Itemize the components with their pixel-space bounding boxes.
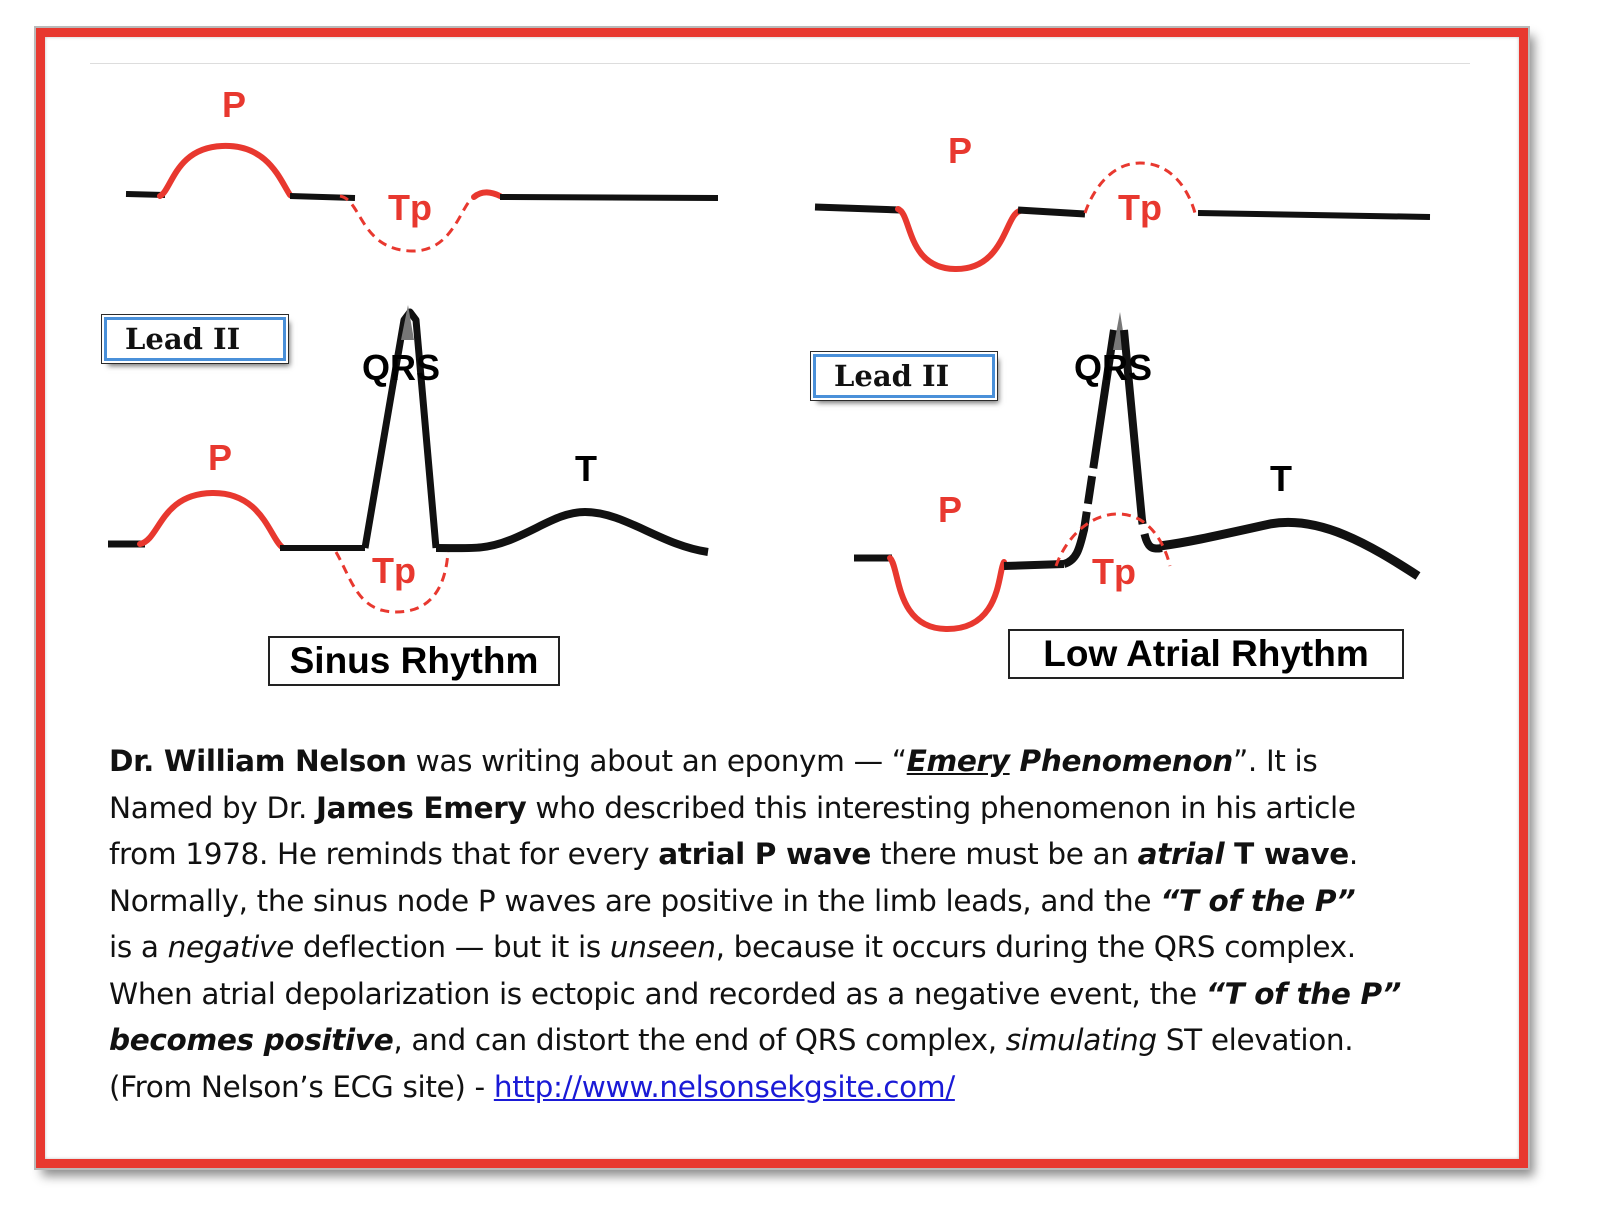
t-label: T — [1270, 458, 1292, 499]
lead-ii-label-low-atrial — [813, 354, 995, 398]
eponym-phenomenon: Phenomenon — [1009, 744, 1233, 778]
caption-line: (From Nelson’s ECG site) - http://www.nelsonsekgsite.com/ — [109, 1069, 955, 1104]
emery-name: James Emery — [316, 790, 527, 825]
low-atrial-rhythm-label — [1008, 629, 1404, 679]
caption-line: Dr. William Nelson was writing about an eponym — “Emery Phenomenon”. It is — [109, 744, 1318, 778]
p-wave-positive — [140, 493, 282, 547]
caption-line: Named by Dr. James Emery who described this interesting phenomenon in his article — [109, 790, 1356, 825]
p-wave-negative — [890, 558, 1004, 629]
author-name: Dr. William Nelson — [109, 744, 407, 778]
qrs-label: QRS — [362, 347, 441, 388]
p-label: P — [222, 84, 247, 125]
caption-line: is a negative deflection — but it is unseen, because it occurs during the QRS complex. — [109, 930, 1356, 964]
rhythm-text: Sinus Rhythm — [289, 640, 539, 681]
p-label: P — [938, 489, 963, 530]
baseline-segment — [500, 197, 718, 198]
caption-line: becomes positive, and can distort the end of QRS complex, simulating ST elevation. — [109, 1023, 1354, 1057]
baseline-segment — [1018, 210, 1085, 214]
eponym-emery: Emery — [906, 744, 1010, 778]
tp-label: Tp — [372, 550, 416, 591]
caption-paragraph — [109, 738, 1509, 1110]
sinus-rhythm-label — [268, 636, 560, 686]
baseline-segment — [815, 207, 900, 210]
caption-line: from 1978. He reminds that for every atrial P wave there must be an atrial T wave. — [109, 837, 1358, 871]
tp-label: Tp — [388, 187, 432, 228]
tp-label: Tp — [1092, 551, 1136, 592]
caption-line: Normally, the sinus node P waves are positive in the limb leads, and the “T of the P” — [109, 883, 1356, 918]
tp-wave-end — [474, 192, 500, 197]
lead-text: Lead II — [125, 322, 241, 356]
tp-label: Tp — [1118, 187, 1162, 228]
st-t-segment — [436, 512, 708, 552]
p-label: P — [208, 437, 233, 478]
caption-line: When atrial depolarization is ectopic and recorded as a negative event, the “T of the P” — [109, 976, 1401, 1011]
qrs-label: QRS — [1074, 347, 1153, 388]
baseline-segment — [1198, 213, 1430, 217]
t-label: T — [575, 448, 597, 489]
p-label: P — [948, 130, 973, 171]
lead-text: Lead II — [834, 359, 950, 393]
st-t-segment — [1160, 522, 1418, 576]
p-wave-positive — [160, 146, 290, 196]
rhythm-text: Low Atrial Rhythm — [1043, 633, 1369, 674]
p-wave-negative — [898, 209, 1020, 269]
nelson-site-link[interactable]: http://www.nelsonsekgsite.com/ — [493, 1069, 955, 1104]
lead-ii-label-sinus — [104, 317, 286, 361]
